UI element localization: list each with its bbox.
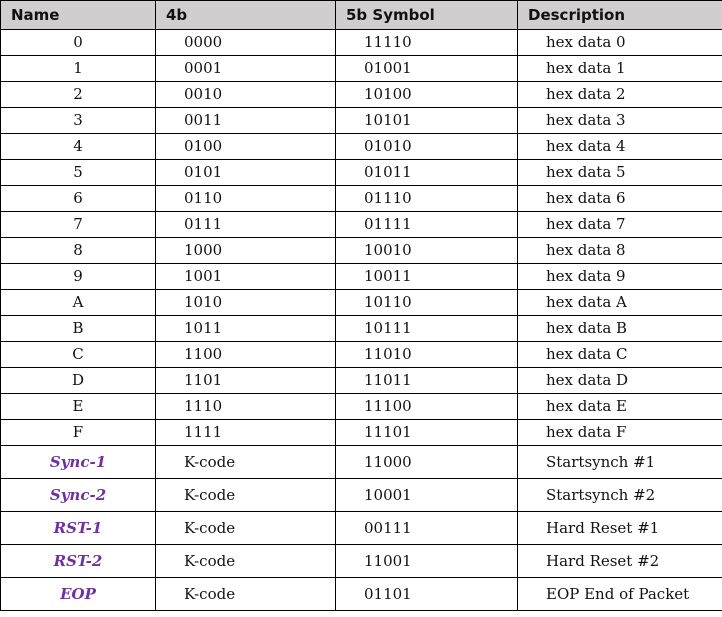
header-5b-symbol: 5b Symbol — [336, 1, 518, 30]
cell-4b: 0101 — [156, 160, 336, 186]
cell-description: hex data 1 — [518, 56, 722, 82]
cell-5b-symbol: 01110 — [336, 186, 518, 212]
cell-description: Startsynch #2 — [518, 479, 722, 512]
cell-5b-symbol: 11001 — [336, 545, 518, 578]
cell-4b: 1111 — [156, 420, 336, 446]
header-4b: 4b — [156, 1, 336, 30]
cell-4b: 1101 — [156, 368, 336, 394]
cell-description: hex data 8 — [518, 238, 722, 264]
cell-name: F — [1, 420, 156, 446]
cell-5b-symbol: 11010 — [336, 342, 518, 368]
cell-5b-symbol: 10111 — [336, 316, 518, 342]
cell-name: 5 — [1, 160, 156, 186]
cell-name: 4 — [1, 134, 156, 160]
cell-name — [1, 479, 156, 512]
cell-4b: 1011 — [156, 316, 336, 342]
table-row — [1, 342, 722, 368]
cell-4b: K-code — [156, 479, 336, 512]
cell-5b-symbol: 11100 — [336, 394, 518, 420]
cell-name: 2 — [1, 82, 156, 108]
table-row — [1, 512, 722, 545]
cell-4b: 1010 — [156, 290, 336, 316]
cell-5b-symbol: 01101 — [336, 578, 518, 611]
table-row — [1, 160, 722, 186]
cell-4b: 1110 — [156, 394, 336, 420]
table-row — [1, 446, 722, 479]
cell-5b-symbol: 01010 — [336, 134, 518, 160]
cell-description: hex data 4 — [518, 134, 722, 160]
cell-description: hex data B — [518, 316, 722, 342]
cell-description: hex data 7 — [518, 212, 722, 238]
cell-description: hex data E — [518, 394, 722, 420]
cell-description: hex data 9 — [518, 264, 722, 290]
table-row — [1, 578, 722, 611]
table-row — [1, 368, 722, 394]
cell-name: 3 — [1, 108, 156, 134]
cell-description: Hard Reset #2 — [518, 545, 722, 578]
table-row — [1, 56, 722, 82]
header-description: Description — [518, 1, 722, 30]
cell-description: Hard Reset #1 — [518, 512, 722, 545]
table-body — [1, 30, 722, 611]
cell-name: C — [1, 342, 156, 368]
cell-4b: 0011 — [156, 108, 336, 134]
table-row — [1, 316, 722, 342]
cell-description: EOP End of Packet — [518, 578, 722, 611]
cell-5b-symbol: 10101 — [336, 108, 518, 134]
cell-description: hex data 6 — [518, 186, 722, 212]
table-row — [1, 30, 722, 56]
cell-5b-symbol: 11011 — [336, 368, 518, 394]
cell-4b: 0111 — [156, 212, 336, 238]
cell-description: hex data 5 — [518, 160, 722, 186]
table-row — [1, 420, 722, 446]
cell-5b-symbol: 11101 — [336, 420, 518, 446]
cell-name: 7 — [1, 212, 156, 238]
cell-5b-symbol: 11000 — [336, 446, 518, 479]
cell-name: B — [1, 316, 156, 342]
cell-description: hex data 0 — [518, 30, 722, 56]
table-row — [1, 238, 722, 264]
cell-5b-symbol: 10110 — [336, 290, 518, 316]
table-row — [1, 82, 722, 108]
table-row — [1, 134, 722, 160]
cell-4b: K-code — [156, 512, 336, 545]
cell-description: Startsynch #1 — [518, 446, 722, 479]
cell-name: A — [1, 290, 156, 316]
cell-5b-symbol: 01111 — [336, 212, 518, 238]
cell-5b-symbol: 10001 — [336, 479, 518, 512]
header-name: Name — [1, 1, 156, 30]
cell-name: E — [1, 394, 156, 420]
cell-5b-symbol: 11110 — [336, 30, 518, 56]
header-row — [1, 1, 722, 30]
cell-4b: K-code — [156, 578, 336, 611]
cell-4b: 1000 — [156, 238, 336, 264]
cell-description: hex data D — [518, 368, 722, 394]
cell-name: 6 — [1, 186, 156, 212]
cell-description: hex data 3 — [518, 108, 722, 134]
cell-name: 1 — [1, 56, 156, 82]
cell-name — [1, 578, 156, 611]
cell-description: hex data C — [518, 342, 722, 368]
cell-name — [1, 512, 156, 545]
cell-4b: 1100 — [156, 342, 336, 368]
cell-4b: 0110 — [156, 186, 336, 212]
cell-5b-symbol: 10011 — [336, 264, 518, 290]
cell-4b: 0010 — [156, 82, 336, 108]
cell-5b-symbol: 00111 — [336, 512, 518, 545]
table-header — [1, 1, 722, 30]
cell-5b-symbol: 10100 — [336, 82, 518, 108]
table-row — [1, 290, 722, 316]
cell-5b-symbol: 01011 — [336, 160, 518, 186]
kcode-name-label: EOP — [60, 584, 96, 603]
table-row — [1, 545, 722, 578]
table-row — [1, 186, 722, 212]
cell-description: hex data A — [518, 290, 722, 316]
cell-4b: K-code — [156, 545, 336, 578]
cell-name — [1, 545, 156, 578]
cell-name: 8 — [1, 238, 156, 264]
table-row — [1, 264, 722, 290]
kcode-name-label: Sync-2 — [49, 485, 107, 504]
table-row — [1, 479, 722, 512]
cell-5b-symbol: 01001 — [336, 56, 518, 82]
cell-name — [1, 446, 156, 479]
cell-name: D — [1, 368, 156, 394]
cell-5b-symbol: 10010 — [336, 238, 518, 264]
table-row — [1, 212, 722, 238]
cell-description: hex data 2 — [518, 82, 722, 108]
cell-4b: 1001 — [156, 264, 336, 290]
cell-4b: 0100 — [156, 134, 336, 160]
cell-4b: 0001 — [156, 56, 336, 82]
cell-4b: K-code — [156, 446, 336, 479]
cell-description: hex data F — [518, 420, 722, 446]
table-row — [1, 394, 722, 420]
cell-4b: 0000 — [156, 30, 336, 56]
cell-name: 0 — [1, 30, 156, 56]
kcode-name-label: RST-2 — [53, 551, 103, 570]
cell-name: 9 — [1, 264, 156, 290]
kcode-name-label: RST-1 — [53, 518, 103, 537]
table-row — [1, 108, 722, 134]
kcode-name-label: Sync-1 — [49, 452, 107, 471]
